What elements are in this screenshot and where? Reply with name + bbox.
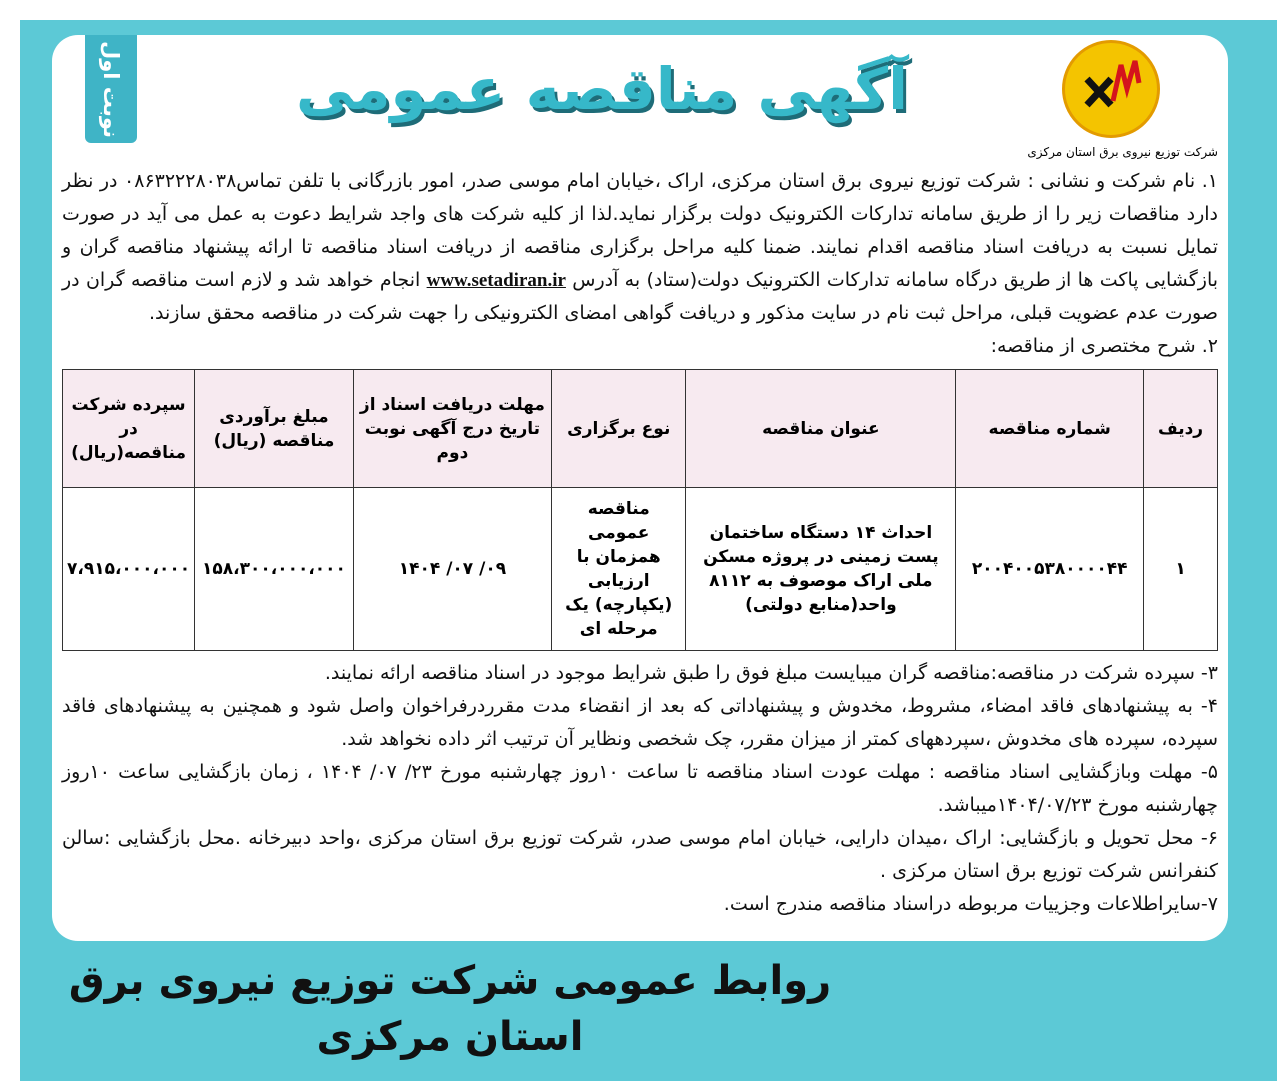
notice-header xyxy=(62,35,1218,165)
section-1-text: ۱. نام شرکت و نشانی : شرکت توزیع نیروی برق استان مرکزی، اراک ،خیابان امام موسی صدر، امور بازرگانی با تلفن تماس۰۸۶۳۲۲۲۸۰۳۸ در نظر دارد مناقصات زیر را از طریق سامانه تدارکات الکترونیک دولت برگزار نماید.لذا از کلیه شرکت های واجد شرایط دعوت به عمل می آید در صورت تمایل نسبت به دریافت اسناد مناقصه اقدام نمایند. ضمنا کلیه مراحل برگزاری مناقصه از دریافت اسناد مناقصه تا ارائه پیشنهاد مناقصه گران و بازگشایی پاکت ها از طریق درگاه سامانه تدارکات الکترونیک دولت(ستاد) به آدرس xyxy=(62,170,1219,291)
item-4: ۴- به پیشنهادهای فاقد امضاء، مشروط، مخدوش و پیشنهاداتی که بعد از انقضاء مدت مقرردرفراخوان واصل شود و همچنین به پیشنهادهای فاقد سپرده، سپرده های مخدوش ،سپردههای کمتر از میزان مقرر، چک شخصی ونظایر آن ترتیب اثر داده نخواهد شد. xyxy=(62,695,1218,750)
setad-link[interactable]: www.setadiran.ir xyxy=(426,270,566,291)
cell-type: مناقصه عمومی همزمان با ارزیابی (یکپارچه) یک مرحله ای xyxy=(552,488,686,651)
cell-row-number: ۱ xyxy=(1144,488,1218,651)
notice-card xyxy=(52,35,1228,941)
table-row xyxy=(63,488,1218,651)
header-tender-title: عنوان مناقصه xyxy=(686,370,956,488)
cell-tender-title: احداث ۱۴ دستگاه ساختمان پست زمینی در پروژه مسکن ملی اراک موصوف به ۸۱۱۲ واحد(منابع دولتی) xyxy=(686,488,956,651)
header-type: نوع برگزاری xyxy=(552,370,686,488)
section-2-heading: ۲. شرح مختصری از مناقصه: xyxy=(990,335,1218,357)
header-row-number: ردیف xyxy=(1144,370,1218,488)
section-1-text-end: انجام خواهد شد و لازم است مناقصه گران در صورت عدم عضویت قبلی، مراحل ثبت نام در سایت مذکور و دریافت گواهی امضای الکترونیکی را جهت شرکت در مناقصه محقق سازند. xyxy=(62,269,1218,324)
cell-deposit: ۷،۹۱۵،۰۰۰،۰۰۰ xyxy=(63,488,195,651)
table-header-row xyxy=(63,370,1218,488)
header-deposit: سپرده شرکت در مناقصه(ریال) xyxy=(63,370,195,488)
item-3: ۳- سپرده شرکت در مناقصه:مناقصه گران میبایست مبلغ فوق را طبق شرایط موجود در اسناد مناقصه ارائه نمایند. xyxy=(324,662,1218,684)
header-tender-number: شماره مناقصه xyxy=(956,370,1144,488)
item-6: ۶- محل تحویل و بازگشایی: اراک ،میدان دارایی، خیابان امام موسی صدر، شرکت توزیع برق استان مرکزی ،واحد دبیرخانه .محل بازگشایی :سالن کنفرانس شرکت توزیع برق استان مرکزی . xyxy=(62,827,1218,882)
section-1 xyxy=(62,165,1218,363)
background-frame xyxy=(20,20,1277,1081)
conditions xyxy=(62,657,1218,921)
round-badge: نوبت اول xyxy=(85,35,137,143)
footer-public-relations: روابط عمومی شرکت توزیع نیروی برق استان مرکزی xyxy=(68,958,832,1060)
cell-tender-number: ۲۰۰۴۰۰۵۳۸۰۰۰۰۴۴ xyxy=(956,488,1144,651)
header-estimate: مبلغ برآوردی مناقصه (ریال) xyxy=(195,370,354,488)
tender-table xyxy=(62,369,1218,651)
header-deadline: مهلت دریافت اسناد از تاریخ درج آگهی نوبت دوم xyxy=(353,370,551,488)
cell-deadline: ۰۹/ ۰۷/ ۱۴۰۴ xyxy=(353,488,551,651)
item-5: ۵- مهلت وبازگشایی اسناد مناقصه : مهلت عودت اسناد مناقصه تا ساعت ۱۰روز چهارشنبه مورخ ۲۳/ ۰۷/ ۱۴۰۴ ، زمان بازگشایی ساعت ۱۰روز چهارشنبه مورخ ۱۴۰۴/۰۷/۲۳میباشد. xyxy=(62,761,1218,816)
company-logo-icon xyxy=(1062,40,1160,138)
company-name: شرکت توزیع نیروی برق استان مرکزی xyxy=(1027,145,1218,159)
cell-estimate: ۱۵۸،۳۰۰،۰۰۰،۰۰۰ xyxy=(195,488,354,651)
page-title: آگهی مناقصه عمومی xyxy=(295,55,909,123)
item-7: ۷-سایراطلاعات وجزییات مربوطه دراسناد مناقصه مندرج است. xyxy=(723,893,1218,915)
